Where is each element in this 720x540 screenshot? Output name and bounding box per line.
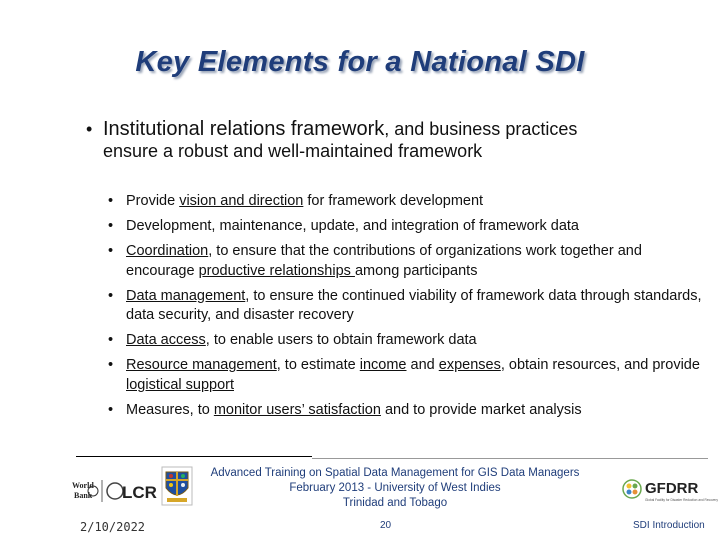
list-item bbox=[108, 401, 708, 421]
main-bullet-strong: Institutional relations framework bbox=[103, 118, 385, 140]
sub-bullet-list bbox=[108, 192, 708, 426]
world-bank-text-1: World bbox=[72, 481, 94, 490]
underlined-term: Data management bbox=[126, 287, 246, 304]
world-bank-text-2: Bank bbox=[74, 491, 93, 500]
item-text: for framework development bbox=[303, 193, 484, 209]
item-text: and to provide market analysis bbox=[380, 401, 582, 418]
main-bullet-line2: ensure a robust and well-maintained framework bbox=[103, 141, 483, 161]
slide-section-label: SDI Introduction bbox=[633, 520, 705, 531]
slide-number: 20 bbox=[380, 520, 392, 531]
main-bullet-rest: , and business practices bbox=[384, 119, 578, 139]
underlined-term: productive relationships bbox=[198, 262, 355, 279]
item-text: among participants bbox=[354, 262, 478, 279]
slide-title: Key Elements for a National SDI bbox=[135, 46, 585, 78]
item-text: , to ensure that the contributions of organizations work together and encourage bbox=[126, 243, 642, 279]
underlined-term: Data access bbox=[126, 332, 206, 348]
item-text: and bbox=[406, 357, 439, 373]
underlined-term: Resource management bbox=[126, 357, 277, 373]
item-text: Provide bbox=[126, 193, 180, 209]
underlined-term: logistical support bbox=[126, 376, 234, 393]
footer-line-2: February 2013 - University of West Indies bbox=[289, 482, 501, 494]
gfdrr-logo bbox=[620, 476, 718, 509]
gfdrr-tagline: Global Facility for Disaster Reduction and Recovery bbox=[645, 498, 718, 502]
item-text: , to estimate bbox=[276, 357, 360, 373]
underlined-term: monitor users’ satisfaction bbox=[213, 401, 381, 418]
world-bank-lcr-logo bbox=[72, 476, 158, 511]
uwi-crest-icon bbox=[161, 466, 193, 511]
bullet-marker: • bbox=[108, 332, 114, 348]
list-item bbox=[108, 192, 708, 212]
main-bullet-line1 bbox=[103, 118, 577, 140]
bullet-marker: • bbox=[108, 193, 114, 209]
item-text: , obtain resources, and provide bbox=[500, 357, 700, 373]
underlined-term: vision and direction bbox=[179, 193, 304, 209]
bullet-marker: • bbox=[108, 243, 114, 259]
item-text: , to enable users to obtain framework data bbox=[205, 332, 477, 348]
footer-divider-left bbox=[76, 456, 312, 457]
bullet-marker: • bbox=[108, 287, 114, 304]
list-item bbox=[108, 287, 708, 326]
footer-course-info bbox=[195, 466, 595, 511]
bullet-marker: • bbox=[108, 401, 114, 418]
bullet-marker: • bbox=[108, 218, 114, 234]
footer-divider-right bbox=[312, 458, 708, 459]
list-item bbox=[108, 217, 708, 237]
footer-line-3: Trinidad and Tobago bbox=[342, 497, 448, 509]
item-text: Development, maintenance, update, and integration of framework data bbox=[126, 218, 579, 234]
item-text: Measures, to bbox=[126, 401, 214, 418]
item-text: , to ensure the continued viability of framework data through standards, data security, and disaster recovery bbox=[126, 287, 702, 323]
underlined-term: income bbox=[359, 357, 407, 373]
gfdrr-text: GFDRR bbox=[645, 480, 699, 497]
footer-line-1: Advanced Training on Spatial Data Management for GIS Data Managers bbox=[210, 467, 580, 479]
slide-date: 2/10/2022 bbox=[80, 520, 146, 534]
list-item bbox=[108, 331, 708, 351]
list-item bbox=[108, 242, 708, 281]
lcr-text: LCR bbox=[122, 483, 157, 502]
underlined-term: expenses bbox=[438, 357, 501, 373]
underlined-term: Coordination bbox=[126, 243, 209, 259]
bullet-marker: • bbox=[108, 357, 114, 373]
list-item bbox=[108, 356, 708, 395]
bullet-marker: • bbox=[86, 119, 93, 139]
